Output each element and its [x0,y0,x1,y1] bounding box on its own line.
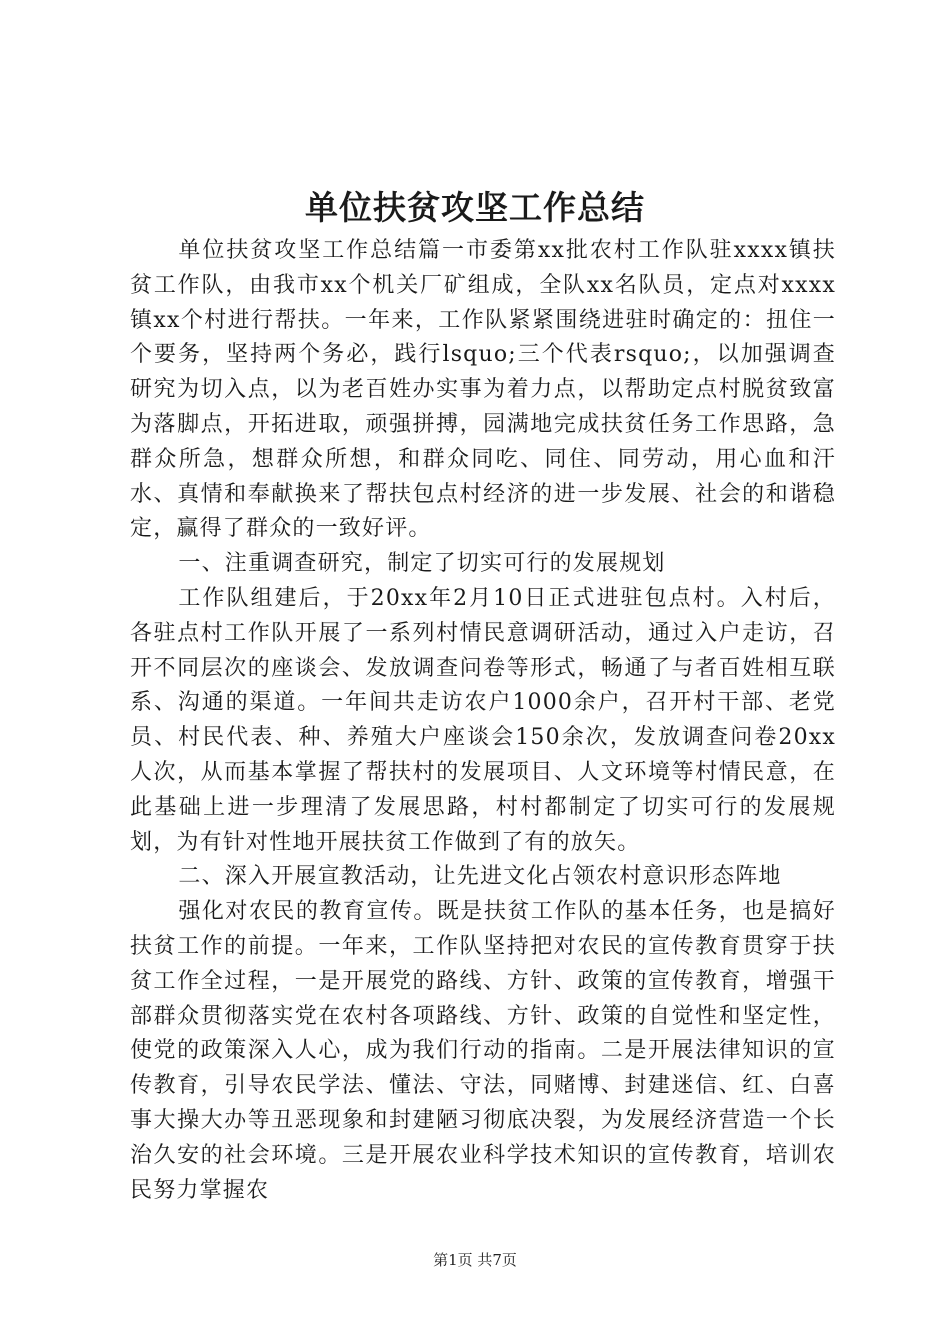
document-title: 单位扶贫攻坚工作总结 [305,188,645,227]
paragraph-section-1: 工作队组建后，于20xx年2月10日正式进驻包点村。入村后，各驻点村工作队开展了一系列村情民意调研活动，通过入户走访，召开不同层次的座谈会、发放调查问卷等形式，畅通了与者百姓相互联系、沟通的渠道。一年间共走访农户1000余户，召开村干部、老党员、村民代表、种、养殖大户座谈会150余次，发放调查问卷20xx人次，从而基本掌握了帮扶村的发展项目、人文环境等村情民意，在此基础上进一步理清了发展思路，村村都制定了切实可行的发展规划，为有针对性地开展扶贫工作做到了有的放矢。 [130,585,836,855]
document-body [130,234,836,1208]
paragraph-intro: 单位扶贫攻坚工作总结篇一市委第xx批农村工作队驻xxxx镇扶贫工作队，由我市xx个机关厂矿组成，全队xx名队员，定点对xxxx镇xx个村进行帮扶。一年来，工作队紧紧围绕进驻时确定的：扭住一个要务，坚持两个务必，践行lsquo;三个代表rsquo;，以加强调查研究为切入点，以为老百姓办实事为着力点，以帮助定点村脱贫致富为落脚点，开拓进取，顽强拼搏，园满地完成扶贫任务工作思路，急群众所急，想群众所想，和群众同吃、同住、同劳动，用心血和汗水、真情和奉献换来了帮扶包点村经济的进一步发展、社会的和谐稳定，赢得了群众的一致好评。 [130,238,836,542]
paragraph-section-2: 强化对农民的教育宣传。既是扶贫工作队的基本任务，也是搞好扶贫工作的前提。一年来，工作队坚持把对农民的宣传教育贯穿于扶贫工作全过程，一是开展党的路线、方针、政策的宣传教育，增强干部群众贯彻落实党在农村各项路线、方针、政策的自觉性和坚定性，使党的政策深入人心，成为我们行动的指南。二是开展法律知识的宣传教育，引导农民学法、懂法、守法，同赌博、封建迷信、红、白喜事大操大办等丑恶现象和封建陋习彻底决裂，为发展经济营造一个长治久安的社会环境。三是开展农业科学技术知识的宣传教育，培训农民努力掌握农 [130,899,836,1203]
page-number-footer: 第1页 共7页 [433,1251,517,1269]
section-heading-2: 二、深入开展宣教活动，让先进文化占领农村意识形态阵地 [178,864,782,890]
section-heading-1: 一、注重调查研究，制定了切实可行的发展规划 [178,551,666,577]
